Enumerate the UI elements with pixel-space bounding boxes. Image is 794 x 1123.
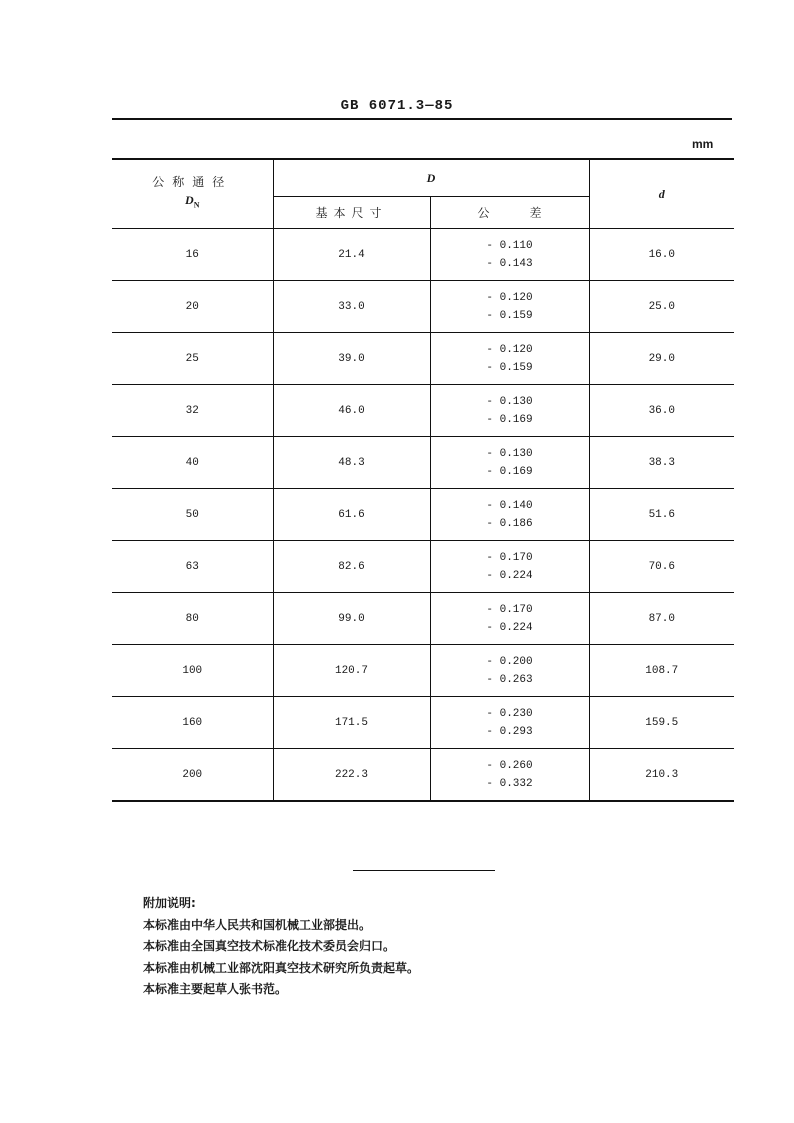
cell-basic-size: 39.0 bbox=[273, 333, 430, 385]
table-row bbox=[112, 697, 734, 749]
cell-nominal-diameter: 40 bbox=[112, 437, 273, 489]
cell-d: 159.5 bbox=[589, 697, 734, 749]
nominal-diameter-symbol: $D_N$ bbox=[185, 193, 200, 210]
cell-d: 25.0 bbox=[589, 281, 734, 333]
table-row bbox=[112, 437, 734, 489]
cell-d: 29.0 bbox=[589, 333, 734, 385]
tolerance-lower: - 0.186 bbox=[486, 517, 533, 530]
cell-d: 87.0 bbox=[589, 593, 734, 645]
tolerance-lower: - 0.263 bbox=[486, 673, 533, 686]
cell-d: 38.3 bbox=[589, 437, 734, 489]
cell-d: 51.6 bbox=[589, 489, 734, 541]
tolerance-upper: - 0.170 bbox=[486, 603, 533, 616]
cell-basic-size: 82.6 bbox=[273, 541, 430, 593]
cell-nominal-diameter: 160 bbox=[112, 697, 273, 749]
tolerance-lower: - 0.159 bbox=[486, 361, 533, 374]
cell-basic-size: 171.5 bbox=[273, 697, 430, 749]
dimension-table bbox=[112, 158, 734, 802]
cell-basic-size: 61.6 bbox=[273, 489, 430, 541]
tolerance-lower: - 0.224 bbox=[486, 621, 533, 634]
cell-tolerance bbox=[430, 697, 589, 749]
header-d: d bbox=[589, 159, 734, 229]
tolerance-lower: - 0.332 bbox=[486, 777, 533, 790]
table-row bbox=[112, 281, 734, 333]
notes-line: 本标准主要起草人张书范。 bbox=[143, 982, 288, 996]
table-row bbox=[112, 645, 734, 697]
cell-d: 36.0 bbox=[589, 385, 734, 437]
tolerance-upper: - 0.230 bbox=[486, 707, 533, 720]
cell-tolerance bbox=[430, 229, 589, 281]
cell-tolerance bbox=[430, 437, 589, 489]
cell-tolerance bbox=[430, 593, 589, 645]
table-row bbox=[112, 333, 734, 385]
notes-line: 本标准由中华人民共和国机械工业部提出。 bbox=[143, 917, 372, 932]
table-row bbox=[112, 489, 734, 541]
table-row bbox=[112, 593, 734, 645]
nominal-diameter-label: 公称通径 bbox=[152, 175, 233, 190]
cell-tolerance bbox=[430, 645, 589, 697]
tolerance-upper: - 0.140 bbox=[486, 499, 533, 512]
header-rule bbox=[112, 118, 732, 120]
cell-d: 70.6 bbox=[589, 541, 734, 593]
tolerance-lower: - 0.169 bbox=[486, 413, 533, 426]
table-row bbox=[112, 229, 734, 281]
notes-line: 本标准由机械工业部沈阳真空技术研究所负责起草。 bbox=[143, 960, 420, 975]
tolerance-upper: - 0.200 bbox=[486, 655, 533, 668]
cell-nominal-diameter: 32 bbox=[112, 385, 273, 437]
cell-d: 210.3 bbox=[589, 749, 734, 802]
table-row bbox=[112, 385, 734, 437]
cell-tolerance bbox=[430, 281, 589, 333]
tolerance-lower: - 0.224 bbox=[486, 569, 533, 582]
tolerance-lower: - 0.143 bbox=[486, 257, 533, 270]
cell-basic-size: 222.3 bbox=[273, 749, 430, 802]
header-tolerance: 公差 bbox=[430, 197, 589, 229]
cell-nominal-diameter: 80 bbox=[112, 593, 273, 645]
cell-basic-size: 120.7 bbox=[273, 645, 430, 697]
document-code: GB 6071.3—85 bbox=[340, 98, 454, 114]
header-basic-size: 基本尺寸 bbox=[273, 197, 430, 229]
cell-basic-size: 33.0 bbox=[273, 281, 430, 333]
additional-notes bbox=[143, 893, 419, 1001]
tolerance-upper: - 0.130 bbox=[486, 395, 533, 408]
cell-nominal-diameter: 20 bbox=[112, 281, 273, 333]
tolerance-upper: - 0.260 bbox=[486, 759, 533, 772]
cell-nominal-diameter: 200 bbox=[112, 749, 273, 802]
tolerance-lower: - 0.159 bbox=[486, 309, 533, 322]
cell-nominal-diameter: 100 bbox=[112, 645, 273, 697]
tolerance-upper: - 0.110 bbox=[486, 239, 533, 252]
unit-label: mm bbox=[692, 137, 714, 151]
tolerance-lower: - 0.169 bbox=[486, 465, 533, 478]
tolerance-upper: - 0.130 bbox=[486, 447, 533, 460]
cell-d: 16.0 bbox=[589, 229, 734, 281]
cell-tolerance bbox=[430, 489, 589, 541]
cell-nominal-diameter: 63 bbox=[112, 541, 273, 593]
cell-d: 108.7 bbox=[589, 645, 734, 697]
tolerance-upper: - 0.120 bbox=[486, 291, 533, 304]
cell-tolerance bbox=[430, 541, 589, 593]
tolerance-upper: - 0.170 bbox=[486, 551, 533, 564]
cell-tolerance bbox=[430, 333, 589, 385]
header-nominal-diameter bbox=[112, 159, 273, 229]
cell-basic-size: 99.0 bbox=[273, 593, 430, 645]
table-row bbox=[112, 749, 734, 802]
table-row bbox=[112, 541, 734, 593]
tolerance-upper: - 0.120 bbox=[486, 343, 533, 356]
footer-rule bbox=[353, 870, 495, 871]
cell-nominal-diameter: 16 bbox=[112, 229, 273, 281]
header-D: D bbox=[273, 159, 589, 197]
cell-tolerance bbox=[430, 749, 589, 802]
cell-basic-size: 48.3 bbox=[273, 437, 430, 489]
cell-tolerance bbox=[430, 385, 589, 437]
cell-basic-size: 46.0 bbox=[273, 385, 430, 437]
cell-nominal-diameter: 50 bbox=[112, 489, 273, 541]
tolerance-lower: - 0.293 bbox=[486, 725, 533, 738]
cell-basic-size: 21.4 bbox=[273, 229, 430, 281]
notes-line: 本标准由全国真空技术标准化技术委员会归口。 bbox=[143, 939, 396, 953]
notes-title: 附加说明: bbox=[143, 896, 196, 910]
cell-nominal-diameter: 25 bbox=[112, 333, 273, 385]
